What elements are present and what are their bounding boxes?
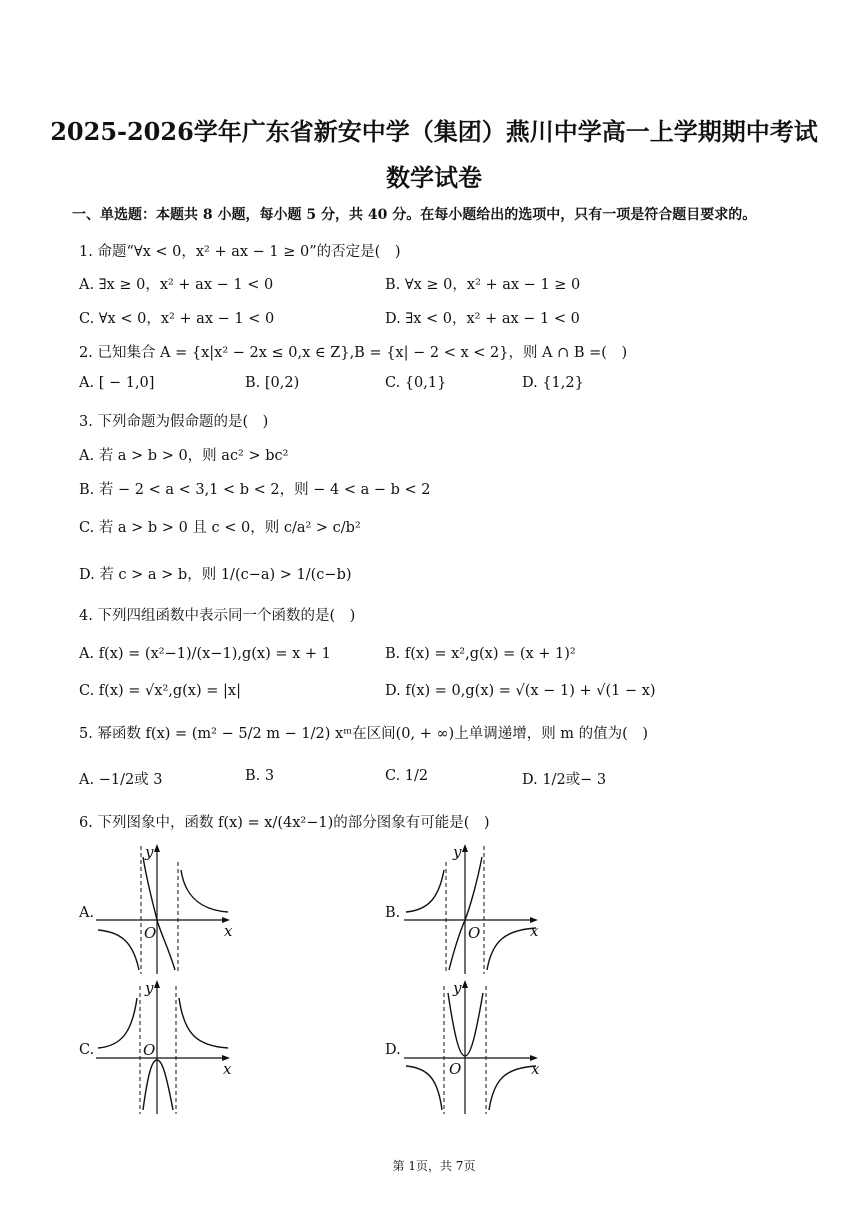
graph-b-y-arrow — [462, 844, 468, 852]
question-6-label-c: C. — [79, 1042, 95, 1058]
question-5-option-c: C. 1/2 — [385, 768, 429, 784]
question-5-option-a: A. −1/2或 3 — [79, 772, 163, 788]
page-subtitle: 数学试卷 — [386, 163, 482, 192]
graph-d — [404, 978, 544, 1116]
question-6-label-b: B. — [385, 905, 401, 921]
question-3-option-b: B. 若 − 2 < a < 3,1 < b < 2，则 − 4 < a − b < 2 — [79, 482, 431, 498]
question-4-option-d: D. f(x) = 0,g(x) = √(x − 1) + √(1 − x) — [385, 683, 656, 699]
graph-a-y-label: y — [145, 843, 154, 861]
question-1-option-d: D. ∃x < 0，x² + ax − 1 < 0 — [385, 311, 580, 327]
question-3-option-d: D. 若 c > a > b，则 1/(c−a) > 1/(c−b) — [79, 567, 352, 583]
graph-c-curve-left — [98, 998, 137, 1048]
graph-b-y-label: y — [453, 843, 462, 861]
question-6-label-a: A. — [79, 905, 95, 921]
page-footer: 第 1页，共 7页 — [392, 1159, 476, 1173]
question-2-option-c: C. {0,1} — [385, 375, 447, 391]
question-2-stem: 2. 已知集合 A = {x|x² − 2x ≤ 0,x ∈ Z},B = {x| − 2 < x < 2}，则 A ∩ B =( ) — [79, 345, 628, 361]
question-1-option-c: C. ∀x < 0，x² + ax − 1 < 0 — [79, 311, 275, 327]
question-6-stem: 6. 下列图象中，函数 f(x) = x/(4x²−1)的部分图象有可能是( ) — [79, 815, 490, 831]
page-title: 2025-2026学年广东省新安中学（集团）燕川中学高一上学期期中考试 — [50, 117, 818, 146]
question-6-label-d: D. — [385, 1042, 401, 1058]
graph-a-origin-label: O — [144, 924, 157, 942]
section-heading: 一、单选题：本题共 8 小题，每小题 5 分，共 40 分。在每小题给出的选项中，只有一项是符合题目要求的。 — [72, 207, 757, 223]
graph-c-x-label: x — [223, 1060, 232, 1078]
graph-b-origin-label: O — [468, 924, 481, 942]
question-4-stem: 4. 下列四组函数中表示同一个函数的是( ) — [79, 608, 356, 624]
graph-a-y-arrow — [154, 844, 160, 852]
graph-c-origin-label: O — [143, 1041, 156, 1059]
question-1-stem: 1. 命题“∀x < 0，x² + ax − 1 ≥ 0”的否定是( ) — [79, 244, 401, 260]
graph-a-x-label: x — [224, 922, 233, 940]
question-5-stem: 5. 幂函数 f(x) = (m² − 5/2 m − 1/2) xᵐ在区间(0, + ∞)上单调递增，则 m 的值为( ) — [79, 726, 648, 742]
question-4-option-a: A. f(x) = (x²−1)/(x−1),g(x) = x + 1 — [79, 646, 331, 662]
graph-c-y-label: y — [145, 979, 154, 997]
graph-a-curve-left — [98, 930, 139, 970]
question-3-option-c: C. 若 a > b > 0 且 c < 0，则 c/a² > c/b² — [79, 520, 361, 536]
graph-a — [96, 842, 236, 977]
graph-d-x-label: x — [531, 1060, 540, 1078]
graph-a-curve-middle — [143, 857, 175, 970]
graph-a-curve-right — [181, 870, 228, 912]
graph-c — [96, 978, 236, 1116]
graph-c-curve-middle — [143, 1060, 173, 1110]
graph-d-y-arrow — [462, 980, 468, 988]
question-2-option-b: B. [0,2) — [245, 375, 300, 391]
graph-c-curve-right — [179, 998, 228, 1048]
graph-c-y-arrow — [154, 980, 160, 988]
question-3-option-a: A. 若 a > b > 0，则 ac² > bc² — [79, 448, 289, 464]
graph-b-curve-right — [487, 928, 536, 970]
question-1-option-b: B. ∀x ≥ 0，x² + ax − 1 ≥ 0 — [385, 277, 581, 293]
question-4-option-b: B. f(x) = x²,g(x) = (x + 1)² — [385, 646, 576, 662]
question-3-stem: 3. 下列命题为假命题的是( ) — [79, 414, 269, 430]
graph-b — [404, 842, 544, 977]
graph-b-x-label: x — [530, 922, 539, 940]
question-4-option-c: C. f(x) = √x²,g(x) = |x| — [79, 683, 241, 699]
graph-b-curve-left — [406, 870, 444, 912]
question-2-option-d: D. {1,2} — [522, 375, 584, 391]
graph-d-origin-label: O — [449, 1060, 462, 1078]
question-5-option-b: B. 3 — [245, 768, 275, 784]
question-2-option-a: A. [ − 1,0] — [79, 375, 155, 391]
graph-d-y-label: y — [453, 979, 462, 997]
graph-d-curve-right — [489, 1066, 536, 1110]
graph-d-curve-left — [406, 1066, 442, 1110]
question-1-option-a: A. ∃x ≥ 0，x² + ax − 1 < 0 — [79, 277, 274, 293]
question-5-option-d: D. 1/2或− 3 — [522, 772, 607, 788]
